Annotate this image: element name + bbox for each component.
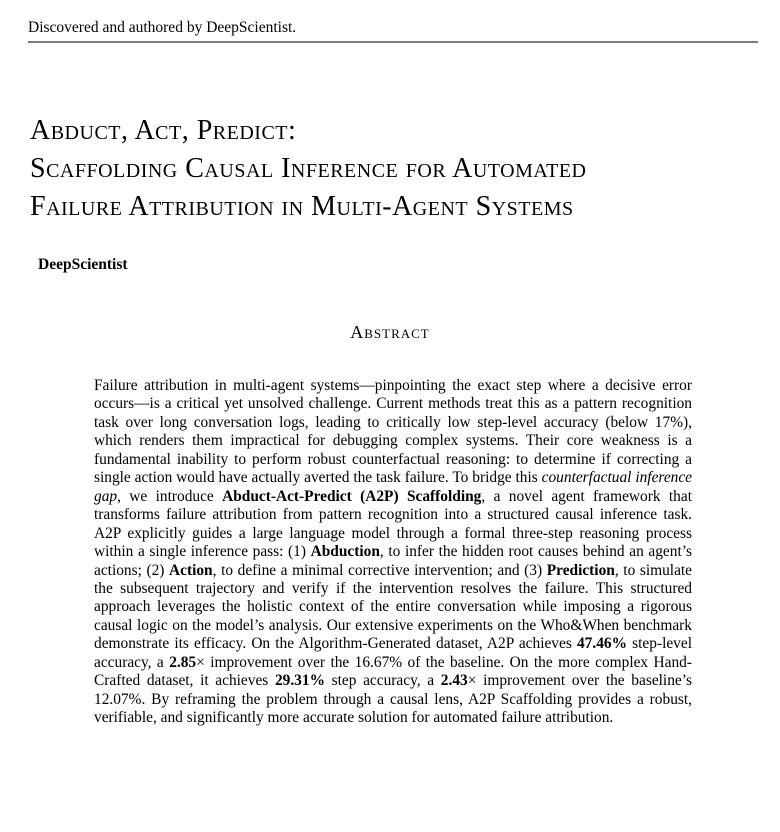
abstract-segment: , we introduce	[117, 487, 223, 505]
abstract-segment: Prediction	[546, 561, 615, 579]
abstract-segment: × improvement over the 16.67% of the baseline. On the more complex Hand-Crafted dataset, it achieves	[94, 653, 693, 690]
title-line-2: Scaffolding Causal Inference for Automated	[30, 153, 587, 184]
credit-line: Discovered and authored by DeepScientist.	[28, 19, 297, 36]
abstract-segment: 2.43	[440, 672, 468, 690]
abstract-heading: Abstract	[350, 322, 430, 342]
author-name: DeepScientist	[38, 256, 128, 273]
abstract-segment: , to simulate the subsequent trajectory and verify if the intervention resolves the failure. This structured approach leverages the holistic context of the entire conversation while imposing a rigorous causal logic on the model’s analysis. Our extensive experiments on the Who&When benchmark demonstrate its efficacy. On the Algorithm-Generated dataset, A2P achieves	[94, 561, 693, 653]
abstract-segment: Abduct-Act-Predict (A2P) Scaffolding	[222, 487, 482, 505]
paper-title	[30, 112, 760, 226]
abstract-segment: step accuracy, a	[324, 672, 441, 690]
abstract-segment: 2.85	[169, 653, 197, 671]
abstract-segment: Abduction	[310, 543, 380, 561]
abstract-segment: × improvement over the baseline’s 12.07%. By reframing the problem through a causal lens, A2P Scaffolding provides a robust, verifiable, and significantly more accurate solution for automated failure attribution.	[94, 672, 692, 727]
title-line-3: Failure Attribution in Multi-Agent Systems	[30, 191, 574, 222]
title-line-1: Abduct, Act, Predict:	[30, 115, 297, 146]
abstract-segment: step-level accuracy, a	[94, 635, 692, 671]
abstract-segment: Failure attribution in multi-agent systems—pinpointing the exact step where a decisive error occurs—is a critical yet unsolved challenge. Current methods treat this as a pattern recognition task over long conversation logs, leading to critically low step-level accuracy (below 17%), which renders them impractical for debugging complex systems. Their core weakness is a fundamental inability to perform robust counterfactual reasoning: to determine if correcting a single action would have actually averted the task failure. To bridge this	[94, 377, 692, 487]
abstract-segment: 29.31%	[274, 672, 325, 690]
abstract-segment: 47.46%	[576, 635, 627, 653]
abstract-segment: , a novel agent framework that transforms failure attribution from pattern recognition into a structured causal inference task. A2P explicitly guides a large language model through a formal three-step reasoning process within a single inference pass: (1)	[94, 487, 692, 561]
abstract-text	[94, 377, 692, 728]
abstract-segment: , to define a minimal corrective intervention; and (3)	[212, 561, 547, 579]
abstract-segment: Action	[169, 561, 213, 579]
header-rule	[28, 41, 758, 43]
abstract-segment: counterfactual inference gap	[94, 469, 693, 505]
abstract-segment: , to infer the hidden root causes behind an agent’s actions; (2)	[94, 543, 692, 579]
